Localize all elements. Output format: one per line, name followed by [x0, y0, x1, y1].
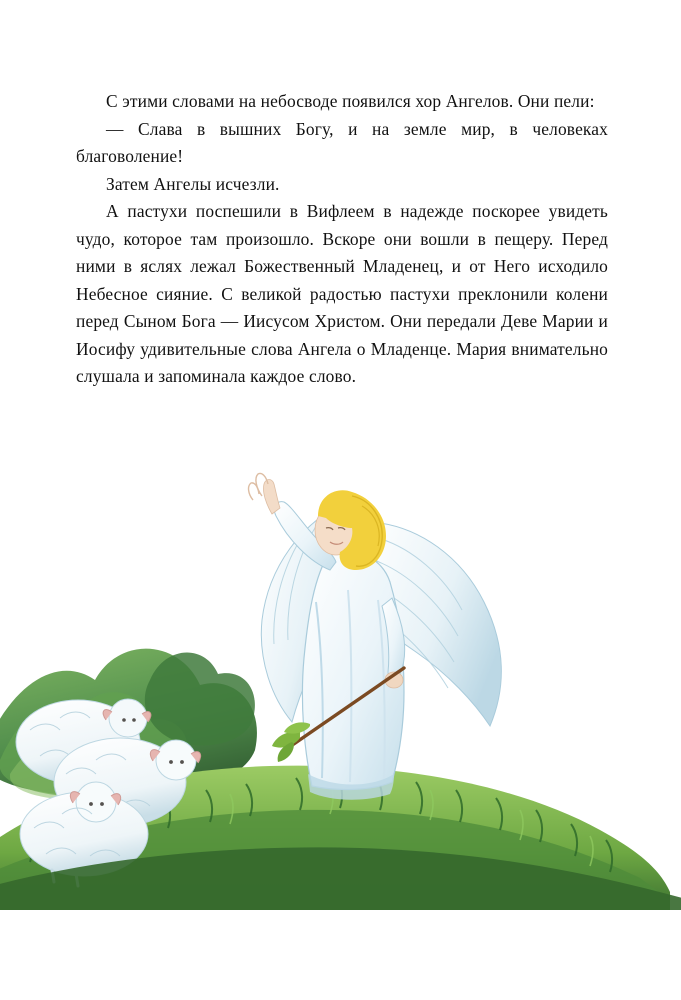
paragraph-2: — Слава в вышних Богу, и на земле мир, в человеках благоволение!: [76, 118, 608, 166]
angel-illustration: [0, 430, 681, 910]
paragraph-1: С этими словами на небосводе появился хор Ангелов. Они пели:: [106, 91, 595, 111]
paragraph-3: Затем Ангелы исчезли.: [106, 173, 280, 194]
story-text: [76, 88, 608, 391]
paragraph-4: А пастухи поспешили в Вифлеем в надежде поскорее увидеть чудо, которое там произошло. Вскоре они вошли в пещеру. Перед ними в яслях лежал Божественный Младенец, и от Него исходило Небесное сияние. С великой радостью пастухи преклонили колени перед Сыном Бога — Иисусом Христом. Они передали Деве Марии и Иосифу удивительные слова Ангела о Младенце. Мария внимательно слушала и запоминала каждое слово.: [76, 201, 608, 386]
